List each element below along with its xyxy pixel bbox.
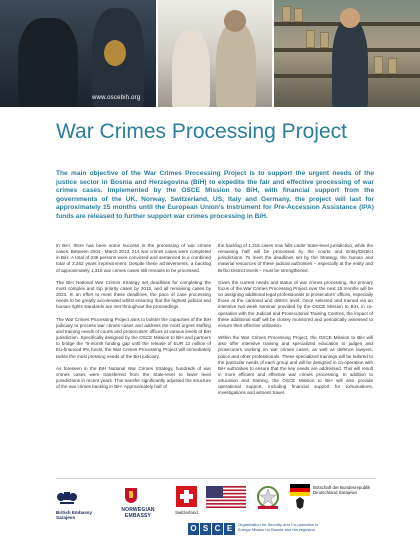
- body-paragraph: Given the current needs and status of war crimes processing, the primary focus of the War Crimes Processing Project over the next 15 months will be on assigning additional legal professionals to prosecutors' offices, especially those at the cantonal and district level. Once selected and trained via an intensive two-week seminar provided by the OSCE Mission to BiH, in co-operation with the Judicial and Prosecutorial Training Centres, the impact of these additional staff will be closely monitored and periodically assessed to ensure their effective utilization.: [218, 279, 373, 328]
- osce-logo: [188, 523, 358, 539]
- osce-letter: O: [188, 523, 199, 535]
- body-column-left: [56, 243, 211, 396]
- body-paragraph: In BiH, there has been some success in the processing of war crimes cases. Between 2004 - March 2013, 214 war crimes cases were completed in BiH. A total of 235 persons were convicted and sentenced to a combined total of 2,262 years imprisonment. Despite these achievements, a backlog of approximately 1,315 war crimes cases still remains to be processed.: [56, 243, 211, 273]
- body-paragraph: The War Crimes Processing Project aims to bolster the capacities of the BiH judiciary to process war crimes cases and address the most urgent staffing and training needs of courts and prosecutors' offices at various levels of BiH jurisdiction. Specifically designed by the OSCE Mission to BiH and partners to bridge the "6-month funding gap until the release of EUR 13 million of EU-financed IPA funds, the War Crimes Processing Project will immediately tackle the most pressing needs of the BiH judiciary.: [56, 316, 211, 359]
- photo-banner: [0, 0, 420, 107]
- divider: [56, 478, 376, 479]
- uk-embassy-logo-text: British Embassy Sarajevo: [56, 510, 92, 521]
- sponsor-logos: [0, 478, 420, 560]
- germany-embassy-logo-text: Botschaft der Bundesrepublik Deutschland Sarajewo: [313, 485, 371, 496]
- photo-courtroom: [158, 0, 274, 107]
- body-paragraph: the backlog of 1,315 cases now falls under State-level jurisdiction, while the remaining half will be processed by the courts and Entity/District jurisdictions. To meet the deadlines set by the Strategy, the human and material resources of these judicial authorities – especially at the entity and Brčko District levels – must be strengthened.: [218, 243, 373, 273]
- norway-embassy-logo-text: NORWEGIAN EMBASSY: [121, 507, 155, 519]
- intro-paragraph: The main objective of the War Crimes Processing Project is to support the urgent needs of the justice sector in Bosnia and Herzegovina (BiH) to expedite the fair and effective processing of war crimes cases. Implemented by the OSCE Mission to BiH, with financial support from the governments of the UK, Norway, Switzerland, US, Italy and Germany, the project will last for approximately 15 months until the European Union's Instrument for Pre-Accession Assistance (IPA) funds are released to further support war crimes processing in BiH.: [56, 170, 374, 220]
- photo-police-officer: [0, 0, 158, 107]
- photo-archive-shelves: [274, 0, 420, 107]
- osce-tagline: Organization for Security and Co-operation in Europe Mission to Bosnia and Herzegovina: [238, 522, 319, 532]
- body-paragraph: As foreseen in the BiH National War Crimes Strategy, hundreds of war crimes cases were transferred from the State-level to lower level jurisdictions in recent years. This transfer significantly adjusted the structure of the war crimes backlog in BiH. Approximately half of: [56, 365, 211, 390]
- body-paragraph: Within the War Crimes Processing Project, the OSCE Mission to BiH will also offer intensive training and specialized education to judges and prosecutors working on war crimes cases, as well as defence lawyers, police and other professionals. These specialized trainings will be tailored to the particular needs of each group and will be designed in co-operation with BiH authorities to ensure that the key needs are addressed. This will result in more efficient and effective war crimes processing. In addition to education and training, the OSCE Mission to BiH will also provide operational support, including financial support for exhumations, investigations and witness travel.: [218, 335, 373, 396]
- switzerland-logo-text: Switzerland.: [175, 510, 199, 515]
- swiss-flag-icon: [176, 486, 197, 507]
- italy-emblem-icon: [256, 484, 280, 510]
- website-url: www.oscebih.org: [92, 95, 141, 101]
- norway-crest-icon: [124, 486, 138, 504]
- body-paragraph: The BiH National War Crimes Strategy set deadlines for completing the most complex and top priority cases by 2015, and all remaining cases by 2023. In an effort to meet these deadlines, the pace of case processing needs to be greatly accelerated whilst ensuring that the highest judicial and human-rights standards are met throughout the proceedings.: [56, 279, 211, 310]
- us-flag-icon: [206, 486, 246, 508]
- osce-letter: S: [200, 523, 211, 535]
- osce-letter: E: [224, 523, 235, 535]
- osce-letter: C: [212, 523, 223, 535]
- germany-eagle-icon: [290, 484, 310, 510]
- page-title: War Crimes Processing Project: [56, 120, 347, 143]
- body-column-right: [218, 243, 373, 403]
- uk-crest-icon: [56, 490, 78, 506]
